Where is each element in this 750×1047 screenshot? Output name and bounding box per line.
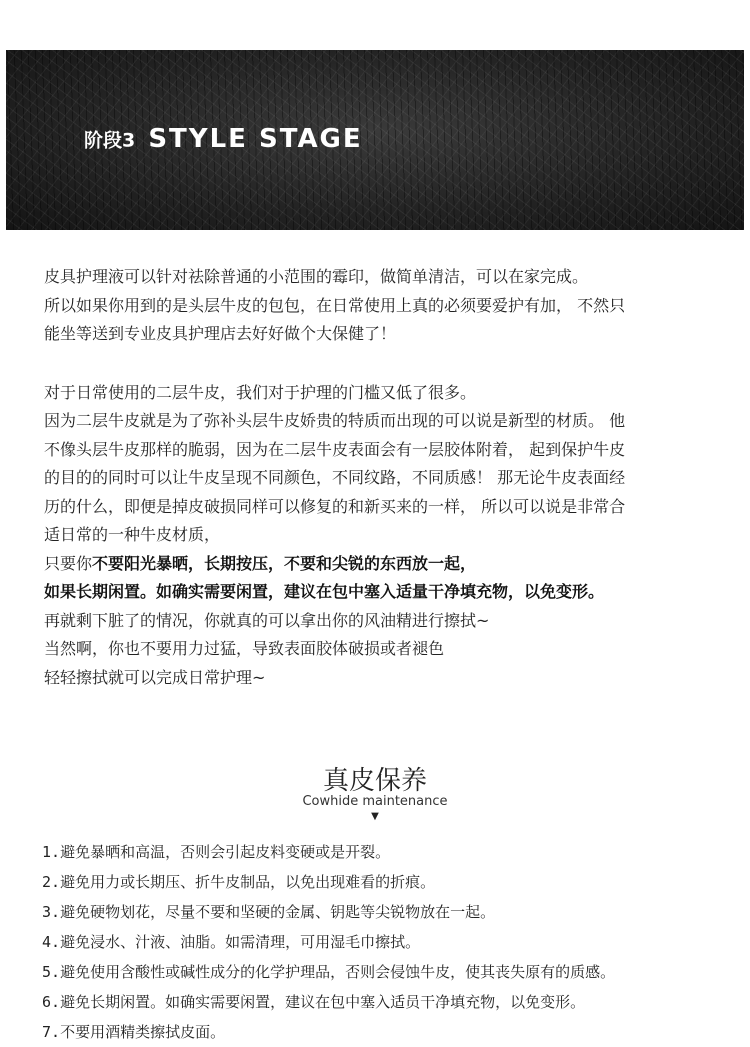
down-triangle-icon: ▼ bbox=[371, 811, 379, 822]
list-item bbox=[42, 987, 732, 1017]
care-list bbox=[42, 837, 732, 1047]
item-text: 避免使用含酸性或碱性成分的化学护理品，否则会侵蚀牛皮，使其丧失原有的质感。 bbox=[60, 963, 616, 981]
emphasis-text: 不要阳光暴晒，长期按压，不要和尖锐的东西放一起， bbox=[92, 553, 477, 573]
list-item bbox=[42, 1017, 732, 1047]
item-number: 1. bbox=[42, 843, 61, 861]
article-line: 所以如果你用到的是头层牛皮的包包，在日常使用上真的必须要爱护有加， 不然只 bbox=[44, 295, 626, 315]
article-body bbox=[44, 263, 724, 692]
item-text: 避免长期闲置。如确实需要闲置，建议在包中塞入适员干净填充物，以免变形。 bbox=[60, 993, 586, 1011]
list-item bbox=[42, 837, 732, 867]
article-line: 皮具护理液可以针对祛除普通的小范围的霉印，做简单清洁，可以在家完成。 bbox=[44, 267, 589, 286]
article-line: 轻轻擦拭就可以完成日常护理~ bbox=[44, 667, 266, 687]
list-item bbox=[42, 957, 732, 987]
section-subtitle: Cowhide maintenance bbox=[302, 794, 448, 809]
emphasis-line: 如果长期闲置。如确实需要闲置，建议在包中塞入适量干净填充物，以免变形。 bbox=[44, 582, 605, 601]
item-number: 3. bbox=[42, 903, 61, 921]
section-title: 真皮保养 bbox=[322, 766, 427, 796]
article-line-mixed bbox=[44, 550, 724, 579]
item-number: 4. bbox=[42, 933, 61, 951]
item-number: 2. bbox=[42, 873, 61, 891]
banner-title bbox=[84, 124, 363, 154]
item-text: 不要用酒精类擦拭皮面。 bbox=[60, 1023, 226, 1041]
item-text: 避免浸水、汁液、油脂。如需清理，可用湿毛巾擦拭。 bbox=[60, 933, 421, 951]
item-text: 避免用力或长期压、折牛皮制品，以免出现难看的折痕。 bbox=[60, 873, 436, 891]
stage-label-cn: 阶段3 bbox=[84, 129, 136, 152]
article-line: 不像头层牛皮那样的脆弱，因为在二层牛皮表面会有一层胶体附着， 起到保护牛皮 bbox=[44, 439, 626, 459]
list-item bbox=[42, 897, 732, 927]
article-line: 再就剩下脏了的情况，你就真的可以拿出你的风油精进行擦拭~ bbox=[44, 610, 490, 630]
article-line: 当然啊，你也不要用力过猛，导致表面胶体破损或者褪色 bbox=[44, 639, 445, 658]
item-text: 避免暴晒和高温，否则会引起皮料变硬或是开裂。 bbox=[60, 843, 391, 861]
article-line: 对于日常使用的二层牛皮，我们对于护理的门槛又低了很多。 bbox=[44, 382, 477, 402]
article-line: 历的什么，即便是掉皮破损同样可以修复的和新买来的一样， 所以可以说是非常合 bbox=[44, 496, 626, 516]
item-number: 6. bbox=[42, 993, 61, 1011]
item-text: 避免硬物划花，尽量不要和坚硬的金属、钥匙等尖锐物放在一起。 bbox=[60, 903, 496, 921]
article-line: 的目的的同时可以让牛皮呈现不同颜色，不同纹路，不同质感！ 那无论牛皮表面经 bbox=[44, 468, 626, 487]
paragraph-gap bbox=[44, 349, 724, 379]
article-line: 适日常的一种牛皮材质， bbox=[44, 525, 221, 544]
list-item bbox=[42, 927, 732, 957]
list-item bbox=[42, 867, 732, 897]
item-number: 7. bbox=[42, 1023, 61, 1041]
article-line: 能坐等送到专业皮具护理店去好好做个大保健了！ bbox=[44, 324, 397, 343]
line-prefix: 只要你 bbox=[44, 553, 93, 573]
stage-label-en: STYLE STAGE bbox=[148, 124, 363, 154]
item-number: 5. bbox=[42, 963, 61, 981]
article-line: 因为二层牛皮就是为了弥补头层牛皮娇贵的特质而出现的可以说是新型的材质。 他 bbox=[44, 411, 626, 430]
